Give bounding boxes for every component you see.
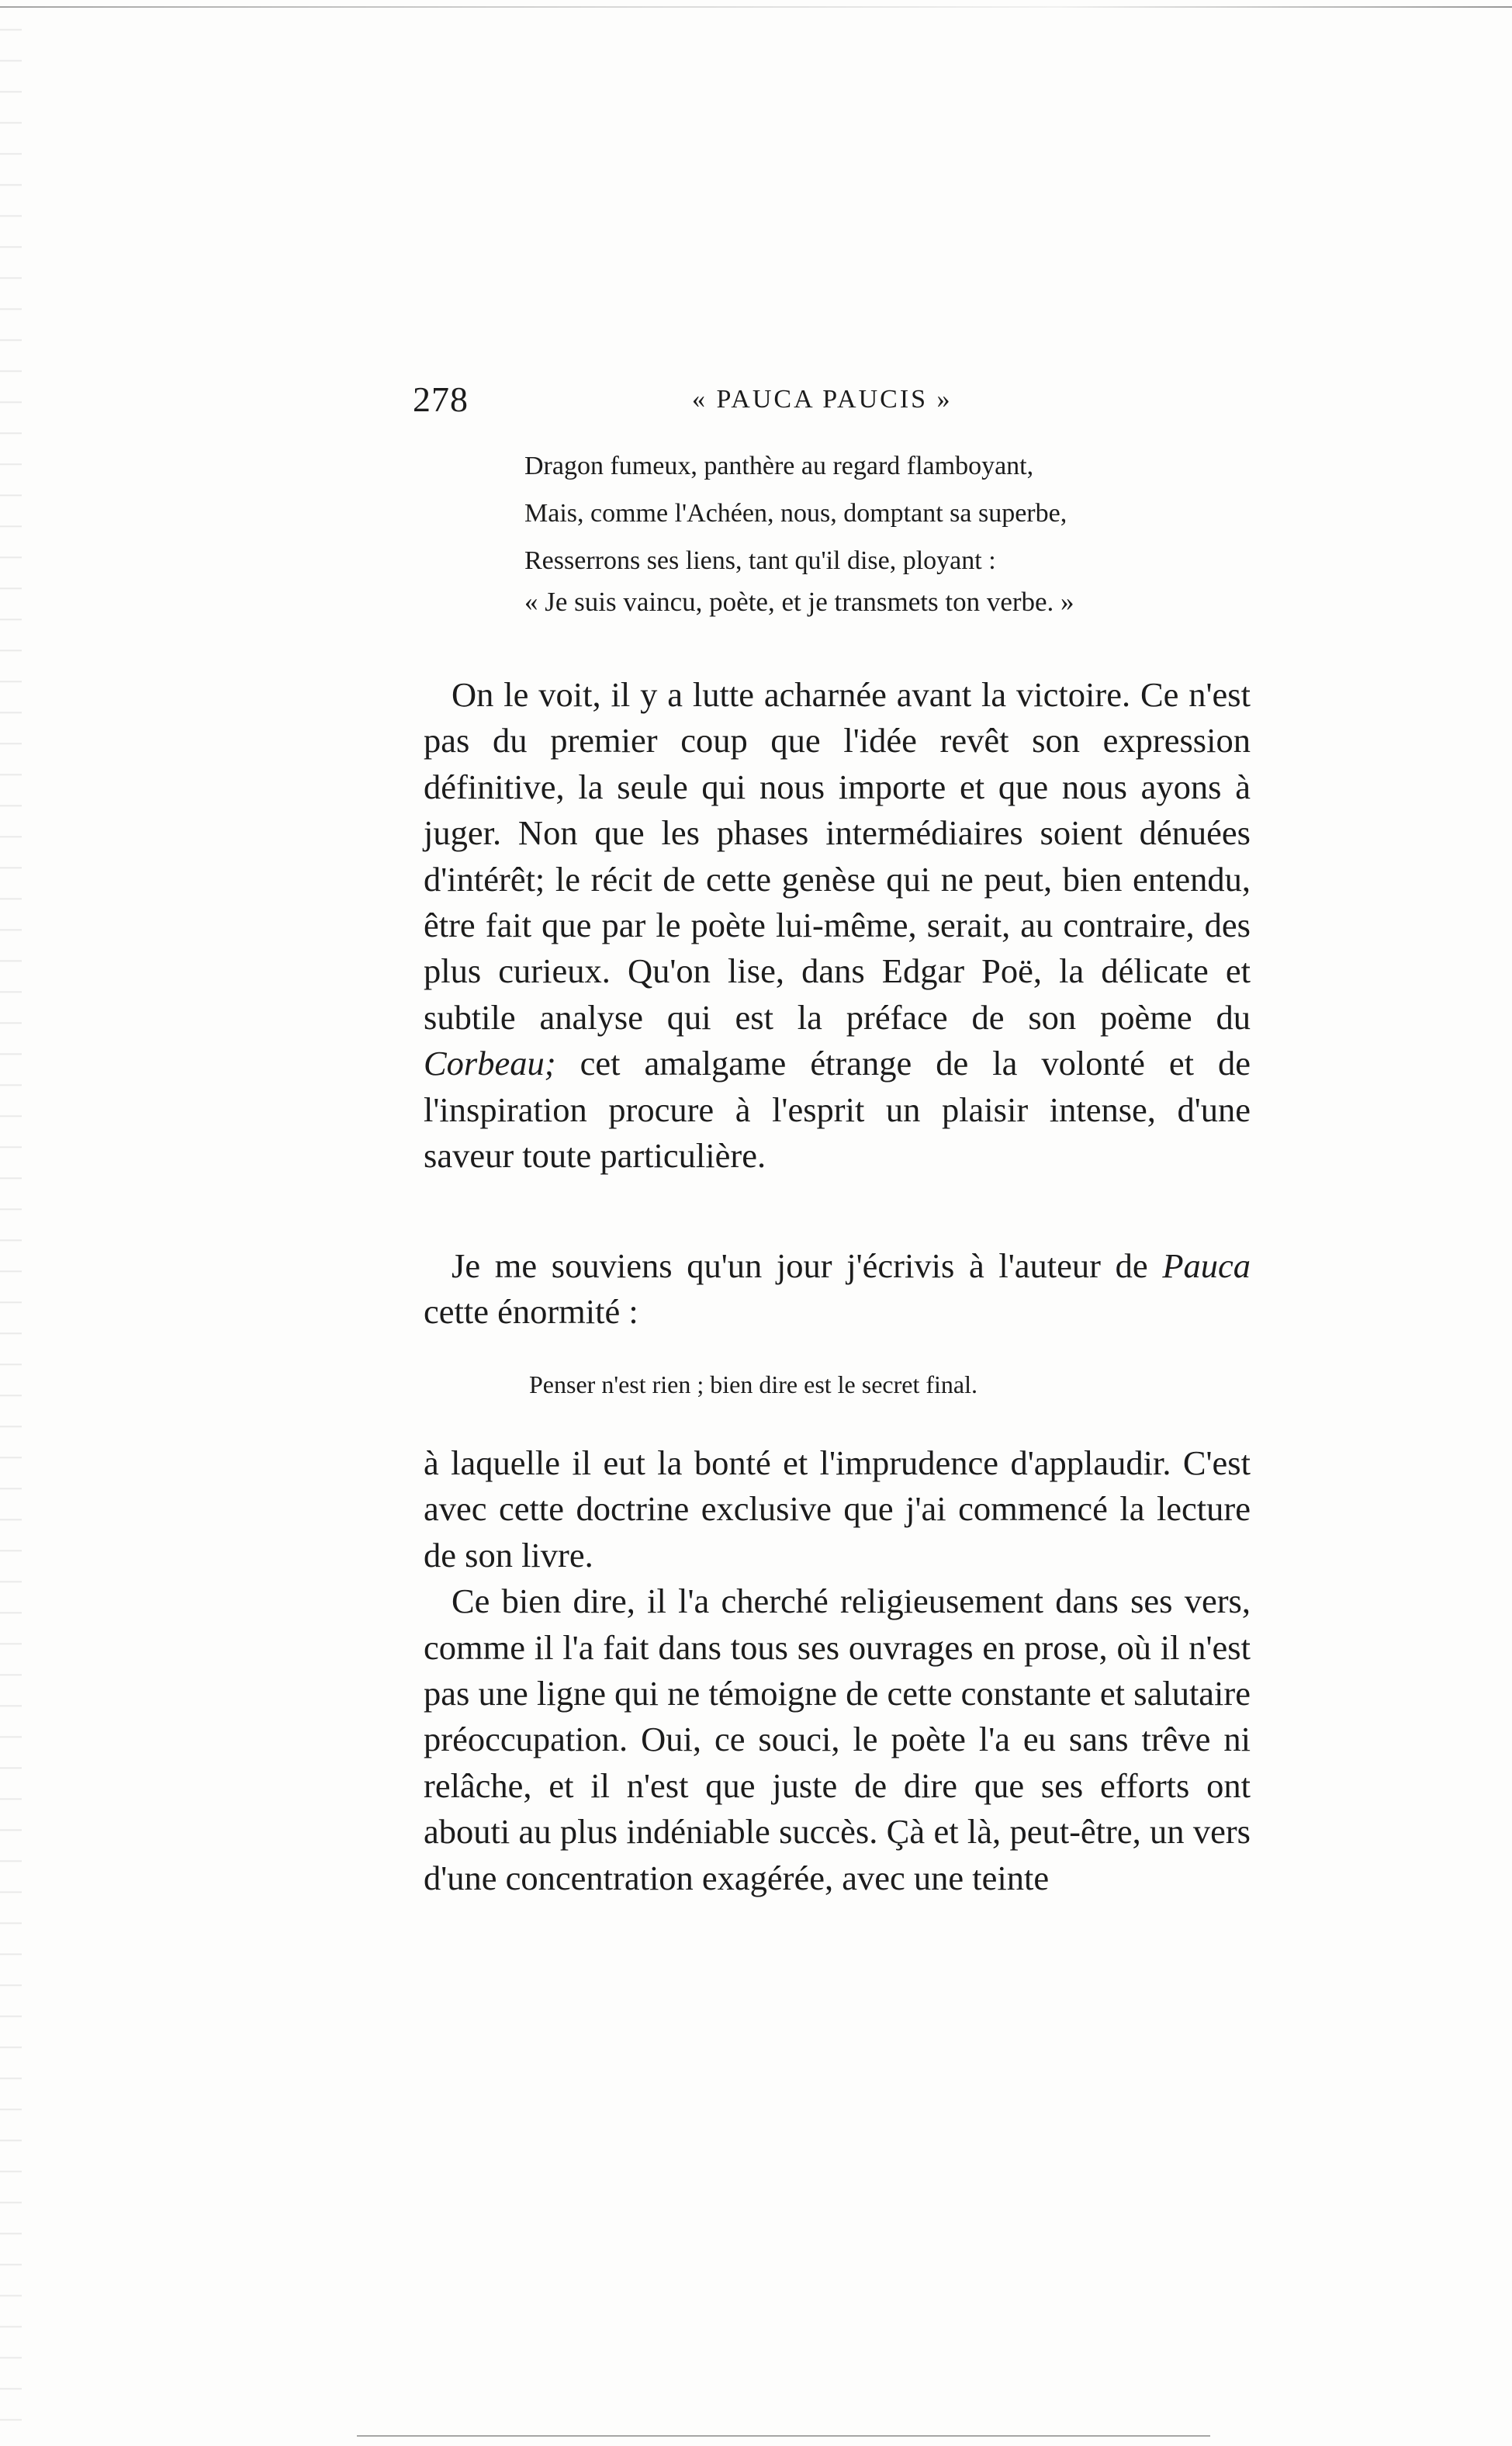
paragraph-text <box>424 672 1251 1179</box>
text-run: cette énormité : <box>424 1292 638 1332</box>
page-header <box>413 379 1258 425</box>
verse-line: Resserrons ses liens, tant qu'il dise, ployant : <box>524 546 996 575</box>
text-run: Je me souviens qu'un jour j'écrivis à l'auteur de <box>452 1246 1163 1285</box>
verse-quotation: Penser n'est rien ; bien dire est le secret final. <box>529 1370 977 1398</box>
paragraph-victory <box>424 672 1251 1179</box>
text-run: cet amalgame étrange de la volonté et de l'inspiration procure à l'esprit un plaisir intense, d'une saveur toute particulière. <box>424 1044 1251 1176</box>
paragraph-group-final <box>424 1440 1251 1901</box>
paragraph-applause: à laquelle il eut la bonté et l'imprudence d'applaudir. C'est avec cette doctrine exclusive que j'ai commencé la lecture de son livre. <box>424 1443 1251 1575</box>
page-number: 278 <box>413 379 469 419</box>
verse-line: Dragon fumeux, panthère au regard flamboyant, <box>524 452 1034 480</box>
italic-title: Pauca <box>1162 1246 1251 1285</box>
paragraph-bien-dire: Ce bien dire, il l'a cherché religieusement dans ses vers, comme il l'a fait dans tous ses ouvrages en prose, où il n'est pas une ligne qui ne témoigne de cette constante et salutaire préoccupation. Oui, ce souci, le poète l'a eu sans trêve ni relâche, et il n'est que juste de dire que ses efforts ont abouti au plus indéniable succès. Çà et là, peut-être, un vers d'une concentration exagérée, avec une teinte <box>424 1582 1251 1897</box>
italic-title: Corbeau; <box>424 1044 556 1083</box>
scan-top-edge <box>0 6 1512 8</box>
scan-edge-noise <box>0 0 22 2446</box>
scan-bottom-edge <box>357 2435 1210 2437</box>
verse-line: Mais, comme l'Achéen, nous, domptant sa superbe, <box>524 499 1067 528</box>
verse-stanza <box>524 442 1067 584</box>
verse-quote-line: « Je suis vaincu, poète, et je transmets ton verbe. » <box>524 587 1074 617</box>
paragraph-souvenir <box>424 1243 1251 1336</box>
text-run: On le voit, il y a lutte acharnée avant la victoire. Ce n'est pas du premier coup que l'idée revêt son expression définitive, la seule qui nous importe et que nous ayons à juger. Non que les phases intermédiaires soient dénuées d'intérêt; le récit de cette genèse qui ne peut, bien entendu, être fait que par le poète lui-même, serait, au contraire, des plus curieux. Qu'on lise, dans Edgar Poë, la délicate et subtile analyse qui est la préface de son poème du <box>424 675 1251 1037</box>
running-title: « PAUCA PAUCIS » <box>692 385 953 414</box>
paragraph-text <box>424 1243 1251 1336</box>
